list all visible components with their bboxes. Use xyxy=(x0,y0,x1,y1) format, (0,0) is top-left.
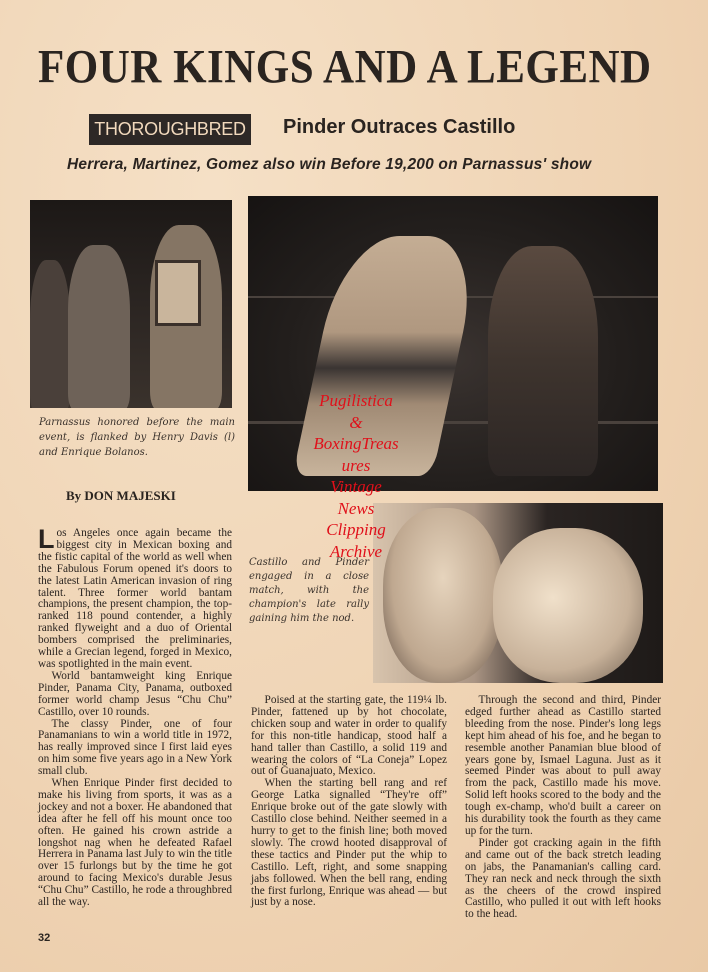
page-number: 32 xyxy=(38,932,51,944)
headline: FOUR KINGS AND A LEGEND xyxy=(38,41,652,94)
article-column-2 xyxy=(251,695,447,909)
watermark-line: Vintage xyxy=(330,477,382,496)
watermark-line: BoxingTreas xyxy=(313,434,399,453)
watermark-line: Pugilistica xyxy=(319,391,393,410)
paragraph-text: os Angeles once again became the biggest city in Mexican boxing and the fistic capital of the world as well when the Fabulous Forum opened it's doors to the latest Latin American invasion of ring talent. Three former world bantam champions, the present champion, the top-ranked 118 pound contender, a highly ranked flyweight and a duo of Oriental bombers comprised the preliminaries, while a Grecian legend, forged in Mexico, was spotlighted in the main event. xyxy=(38,527,232,670)
watermark-line: ures xyxy=(341,455,371,475)
paragraph: When Enrique Pinder first decided to make his living from sports, it was as a jockey and not a boxer. He abandoned that idea after he fell off his mount once too often. He gained his crown astride a longshot nag when he defeated Rafael Herrera in Panama last July to win the title over 15 furlongs but by the time he got around to facing Mexico's durable Jesus “Chu Chu” Castillo, he rode a throughbred all the way. xyxy=(38,777,232,909)
photo-caption: Castillo and Pinder engaged in a close match, with the champion's late rally gaining him the nod. xyxy=(249,557,369,624)
article-column-1 xyxy=(38,524,232,909)
paragraph: Through the second and third, Pinder edged further ahead as Castillo started bleeding from the nose. Pinder's long legs kept him ahead of his foe, and he began to resemble another Panamian blue blood of years gone by, Ismael Laguna. Just as it seemed Pinder was about to pull away from the pack, Castillo made his move. Solid left hooks scored to the body and the tough ex-champ, who'd built a career on his durability took the fourth as they came up for the turn. xyxy=(465,694,661,837)
paragraph: Poised at the starting gate, the 119¼ lb. Pinder, fattened up by hot chocolate, chicken soup and water in order to qualify for this non-title handicap, stood half a hand taller than Castillo, a solid 119 and wearing the colors of “La Coneja” Lopez out of Guanajuato, Mexico. xyxy=(251,694,447,778)
deck: Herrera, Martinez, Gomez also win Before 19,200 on Parnassus' show xyxy=(67,156,592,173)
subheadline: Pinder Outraces Castillo xyxy=(283,116,516,138)
plaque xyxy=(155,260,201,326)
paragraph xyxy=(38,524,232,671)
photo-figure xyxy=(68,245,130,408)
watermark-line: Clipping xyxy=(326,520,386,539)
watermark-line: Archive xyxy=(329,541,383,561)
byline: By DON MAJESKI xyxy=(66,488,176,503)
paragraph: Pinder got cracking again in the fifth and came out of the back stretch leading on jabs, the Panamanian's calling card. They ran neck and neck through the sixth as the cheers of the crowd inspired Castillo, who pulled it out with left hooks to the head. xyxy=(465,836,661,921)
ceremony-photo xyxy=(30,200,232,408)
watermark-line: & xyxy=(349,412,363,432)
photo-figure xyxy=(30,260,70,408)
photo-caption: Parnassus honored before the main event, is flanked by Henry Davis (l) and Enrique Bolanos. xyxy=(39,417,235,458)
paragraph: When the starting bell rang and ref George Latka signalled “They're off” Enrique broke out of the gate slowly with Castillo close behind. Neither seemed in a hurry to get to the finish line; both moved slowly. The crowd hooted disapproval of these tactics and Pinder put the whip to Castillo. Left, right, and some snapping jabs followed. When the bell rang, ending the first furlong, Enrique was ahead — but just by a nose. xyxy=(251,777,447,909)
paragraph: The classy Pinder, one of four Panamanians to win a world title in 1972, has really improved since I first laid eyes on him some five years ago in a New York small club. xyxy=(38,717,232,778)
closeup-clinch-photo xyxy=(373,503,663,683)
section-kicker: THOROUGHBRED xyxy=(89,114,251,145)
article-column-3 xyxy=(465,695,661,921)
watermark-line: News xyxy=(337,498,375,518)
boxer-right-face xyxy=(493,528,643,683)
boxer-right xyxy=(488,246,598,476)
watermark xyxy=(296,390,416,562)
paragraph: World bantamweight king Enrique Pinder, Panama City, Panama, outboxed former world champ Jesus “Chu Chu” Castillo, over 10 rounds. xyxy=(38,669,232,718)
drop-cap: L xyxy=(38,524,55,554)
